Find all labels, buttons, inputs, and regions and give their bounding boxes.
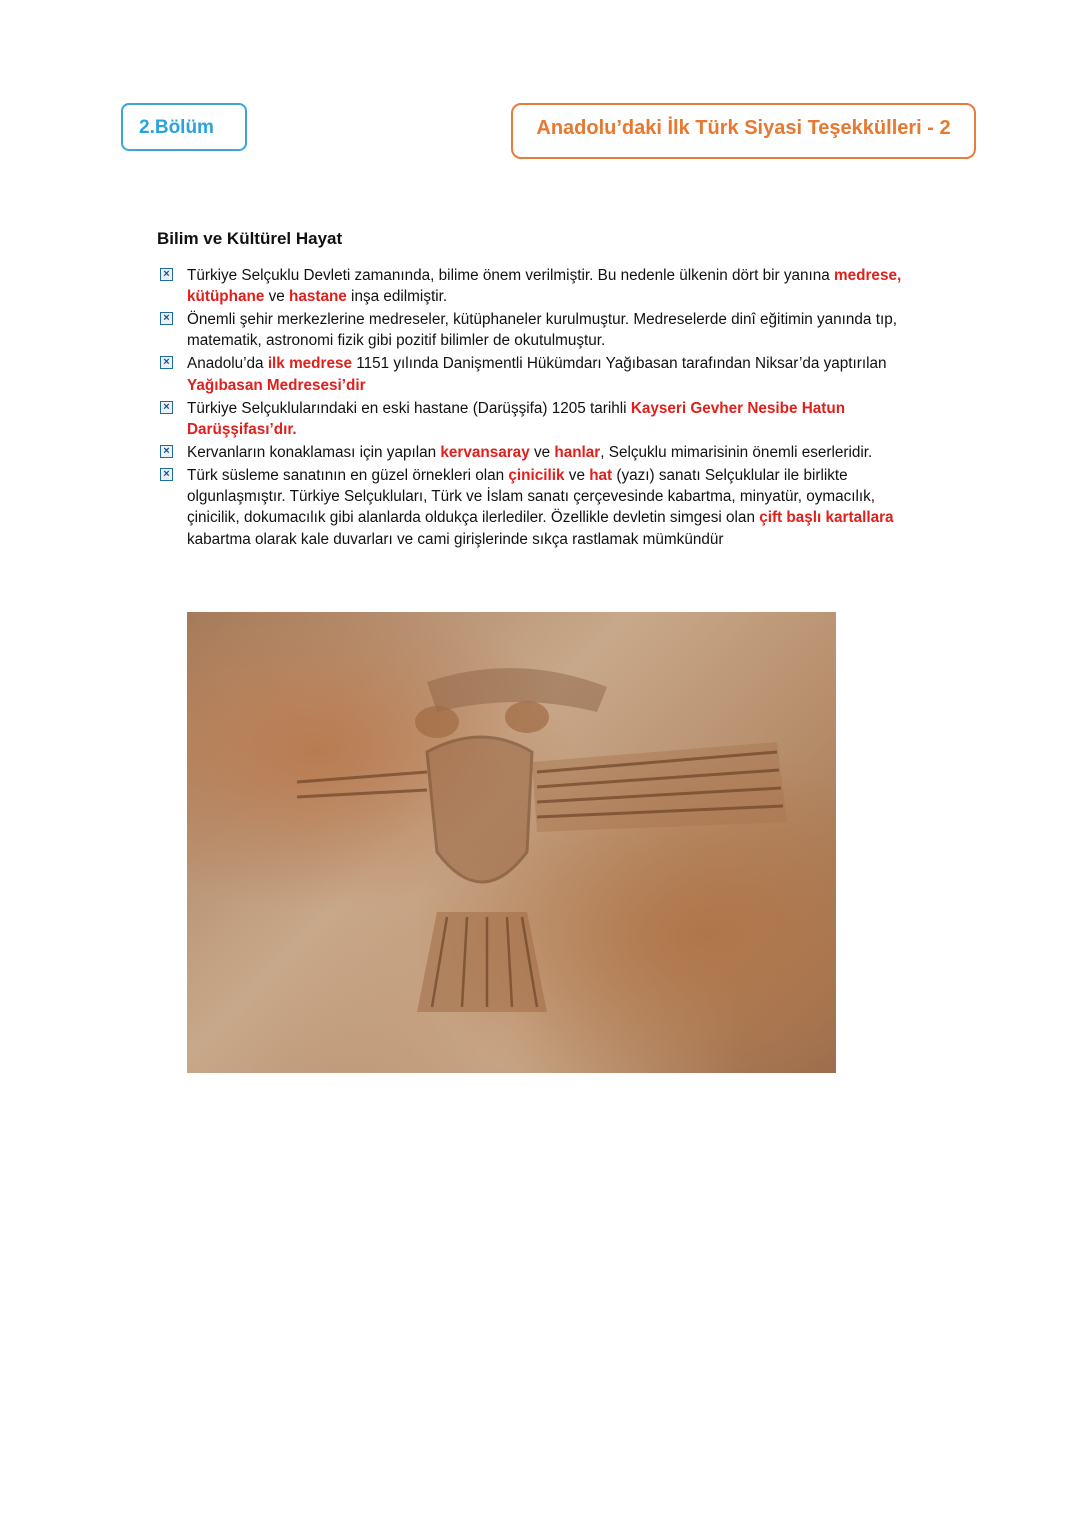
bullet-item [157,442,927,463]
highlighted-term: hastane [289,288,347,306]
bullet-text: ve [564,466,590,484]
checkbox-x-icon: × [160,468,173,481]
bullet-text: ve [264,288,289,306]
bullet-text: 1151 yılında Danişmentli Hükümdarı Yağıbasan tarafından Niksar’da yaptırılan [352,355,887,373]
checkbox-x-icon: × [160,312,173,325]
eagle-relief-illustration [187,612,836,1073]
checkbox-x-icon: × [160,356,173,369]
highlighted-term: medrese, kütüphane [187,267,902,306]
page-title: Anadolu’daki İlk Türk Siyasi Teşekkülleri - 2 [511,103,976,159]
chapter-label: 2.Bölüm [121,103,247,151]
bullet-text: (yazı) sanatı Selçuklular ile birlikte olgunlaşmıştır. Türkiye Selçukluları, Türk ve İslam sanatı çerçevesinde kabartma, minyatür, oymacılık, çinicilik, dokumacılık gibi alanlarda oldukça ilerlediler. Özellikle devletin simgesi olan [187,466,876,527]
highlighted-term: Kayseri Gevher Nesibe Hatun Darüşşifası’dır. [187,399,846,438]
highlighted-term: çift başlı kartallara [759,509,894,527]
highlighted-term: kervansaray [440,443,530,461]
bullet-item [157,265,927,308]
bullet-item [157,465,927,550]
highlighted-term: hanlar [554,443,601,461]
bullet-item [157,309,927,352]
checkbox-x-icon: × [160,268,173,281]
highlighted-term: Yağıbasan Medresesi’dir [187,376,366,394]
section-heading: Bilim ve Kültürel Hayat [157,229,343,248]
bullet-item [157,353,927,396]
bullet-text: ve [529,443,555,461]
bullet-text: Türkiye Selçuklularındaki en eski hastane (Darüşşifa) 1205 tarihli [187,399,631,417]
bullet-text: Önemli şehir merkezlerine medreseler, kütüphaneler kurulmuştur. Medreselerde dinî eğitimin yanında tıp, matematik, astronomi fizik gibi pozitif bilimler de okutulmuştur. [187,311,897,350]
highlighted-term: hat [589,466,613,484]
double-headed-eagle-relief-photo [187,612,836,1073]
bullet-list [157,265,927,551]
bullet-text: Anadolu’da [187,355,268,373]
bullet-text: Kervanların konaklaması için yapılan [187,443,441,461]
bullet-text: Türk süsleme sanatının en güzel örnekleri olan [187,466,509,484]
bullet-text: Türkiye Selçuklu Devleti zamanında, bilime önem verilmiştir. Bu nedenle ülkenin dört bir yanına [187,267,835,284]
highlighted-term: ilk medrese [267,355,352,373]
checkbox-x-icon: × [160,401,173,414]
bullet-text: , Selçuklu mimarisinin önemli eserleridir. [600,443,873,461]
bullet-text: inşa edilmiştir. [346,288,448,306]
highlighted-term: çinicilik [508,466,565,484]
bullet-text: kabartma olarak kale duvarları ve cami girişlerinde sıkça rastlamak mümkündür [187,530,724,548]
bullet-item [157,398,927,441]
checkbox-x-icon: × [160,445,173,458]
